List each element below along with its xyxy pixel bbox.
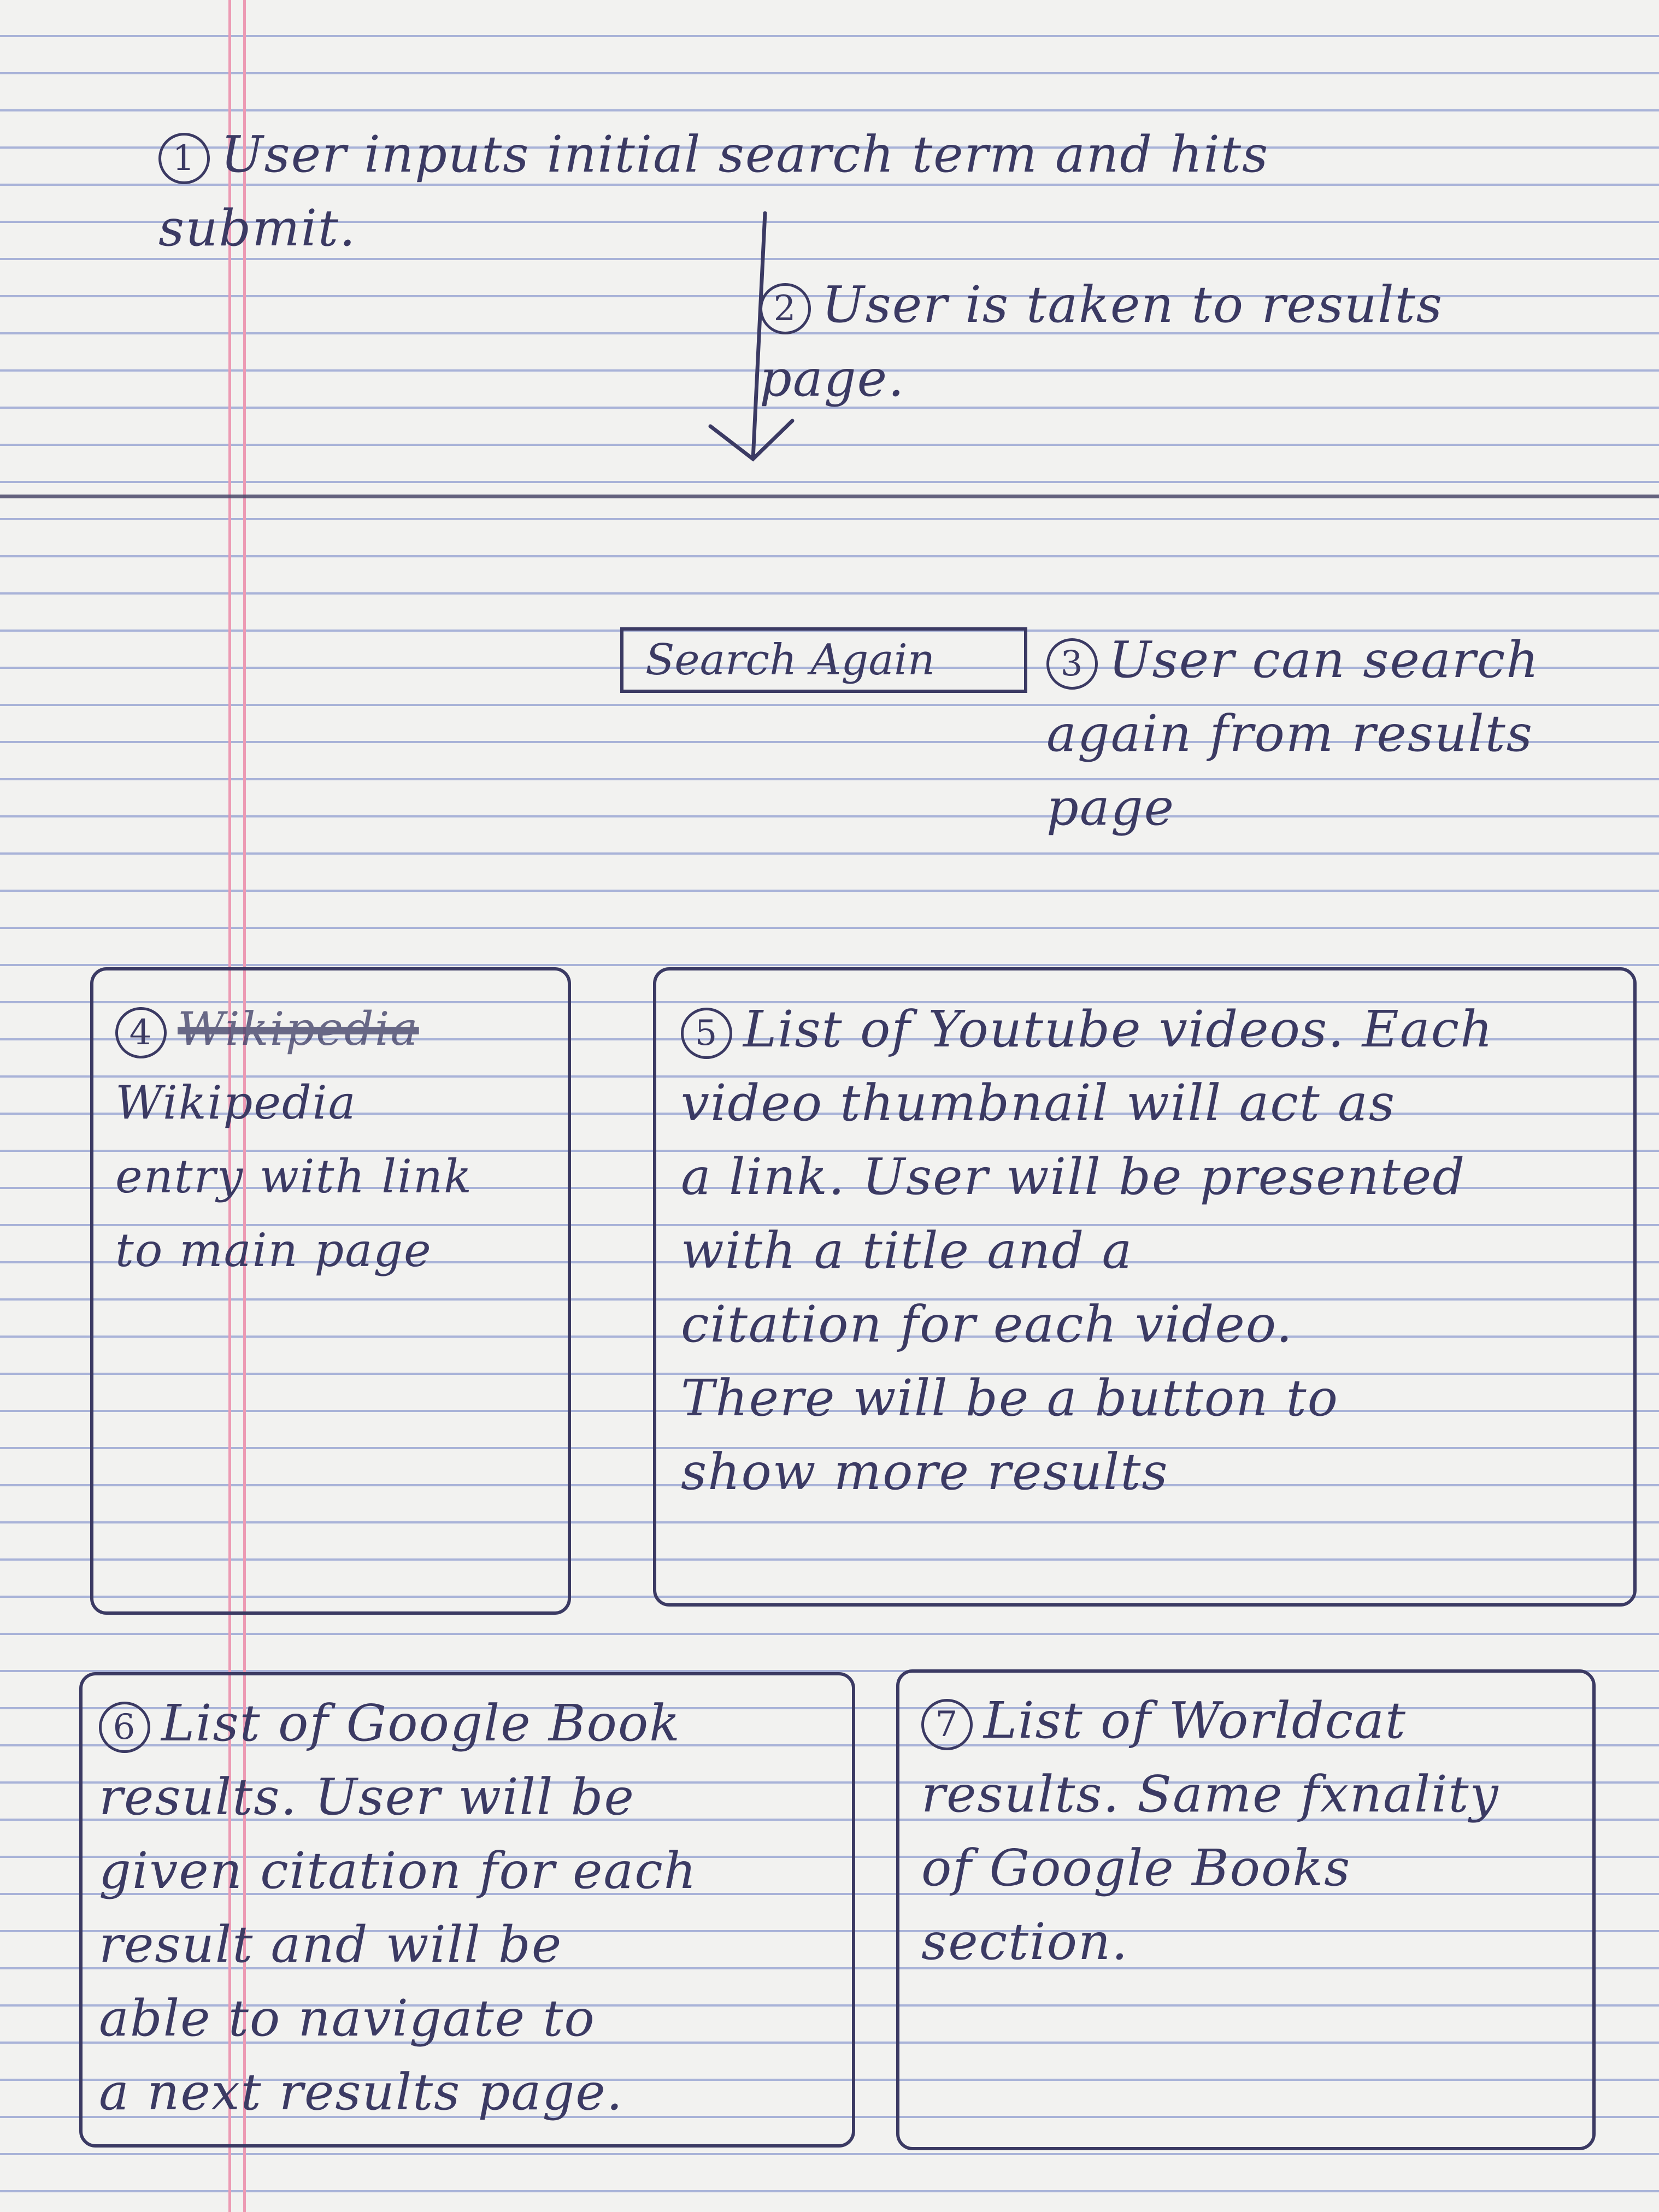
- step-number-2: 2: [760, 283, 811, 334]
- step-7-text: List of Worldcat results. Same fxnality of Google Books section.: [921, 1691, 1499, 1971]
- wikipedia-section-sketch: [90, 967, 571, 1615]
- google-books-section-sketch: [79, 1672, 855, 2148]
- step-number-3: 3: [1046, 638, 1098, 690]
- search-again-input-sketch[interactable]: Search Again: [620, 627, 1027, 693]
- crossed-out-word: Wikipedia: [178, 1002, 419, 1056]
- step-4-text: Wikipedia entry with link to main page: [115, 1076, 473, 1277]
- step-number-1: 1: [158, 133, 210, 184]
- youtube-section-sketch: [653, 967, 1637, 1607]
- note-step-6: [99, 1686, 697, 2129]
- step-5-text: List of Youtube videos. Each video thumbnail will act as a link. User will be presented with a title and a citation for each video. There will be a button to show more results: [681, 1000, 1494, 1501]
- note-step-3: [1046, 623, 1540, 844]
- step-number-6: 6: [99, 1702, 150, 1753]
- step-number-7: 7: [921, 1699, 973, 1750]
- worldcat-section-sketch: [896, 1669, 1596, 2150]
- note-step-2: [760, 268, 1443, 415]
- step-number-4: 4: [115, 1007, 167, 1058]
- step-number-5: 5: [681, 1008, 732, 1059]
- step-3-text: User can search again from results page: [1046, 631, 1540, 837]
- note-step-4: [115, 992, 473, 1287]
- step-6-text: List of Google Book results. User will be given citation for each result and will be able to navigate to a next results page.: [99, 1694, 698, 2121]
- step-2-text: User is taken to results page.: [760, 275, 1443, 408]
- note-step-7: [921, 1684, 1499, 1979]
- page-divider: [0, 495, 1659, 498]
- note-step-5: [681, 992, 1493, 1509]
- step-1-text: User inputs initial search term and hits submit.: [158, 125, 1269, 257]
